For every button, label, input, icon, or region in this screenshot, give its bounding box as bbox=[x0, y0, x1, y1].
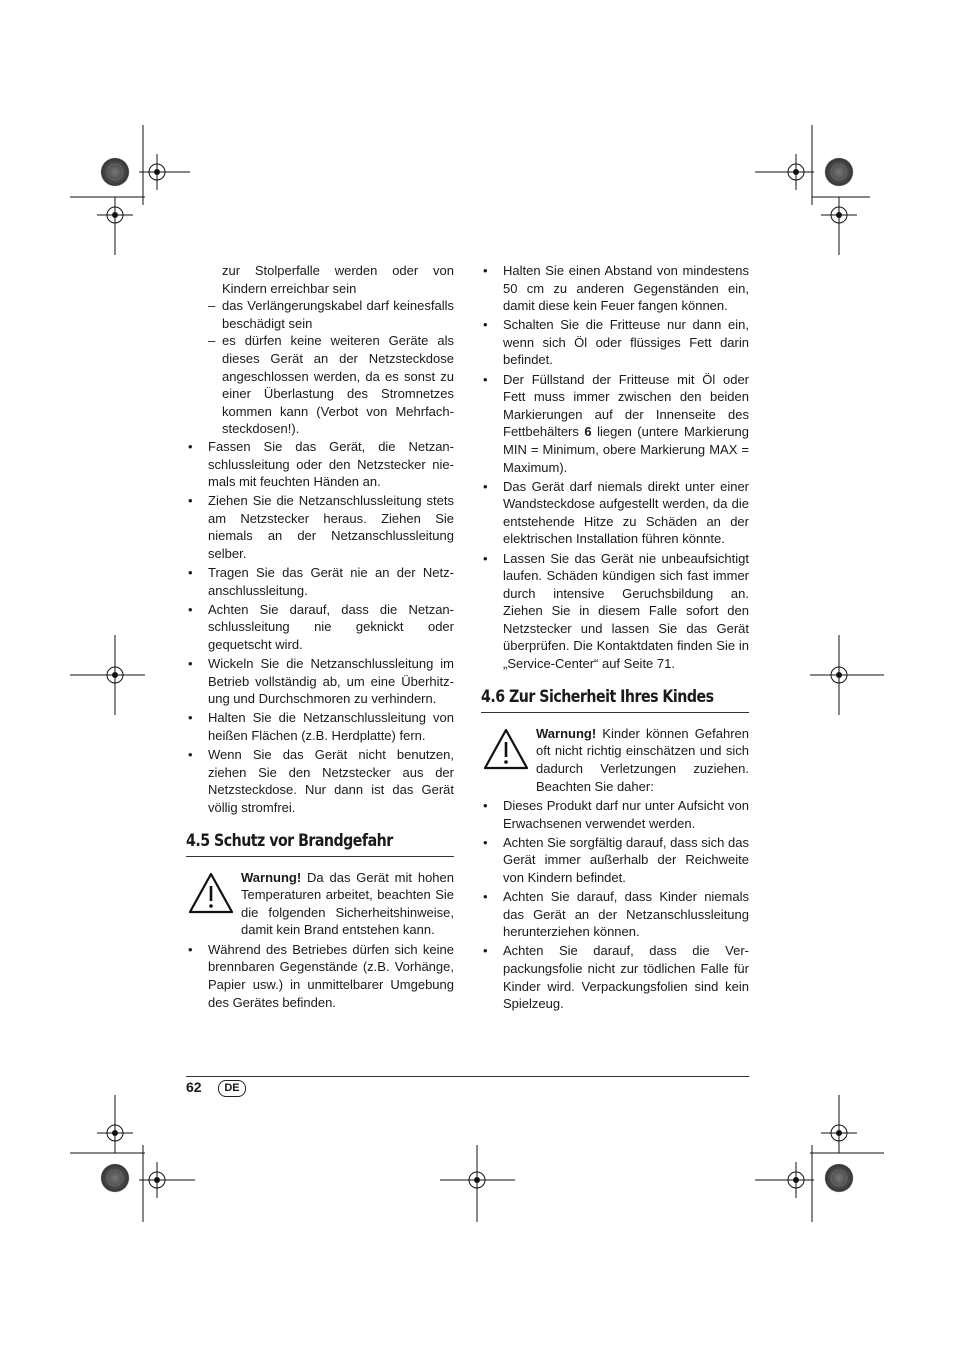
warning-label: Warnung! bbox=[241, 869, 302, 885]
page-number: 62 bbox=[186, 1079, 202, 1095]
warning-triangle-icon bbox=[483, 728, 529, 770]
list-item: • Lassen Sie das Gerät nie unbeaufsichtigt laufen. Schäden kündigen sich fast immer durch intensive Geruchsbildung an. Ziehen Sie in diesem Falle sofort den Netzstecker und lassen Sie das Gerät überprüfen. Die Kontaktdaten finden Sie in „Service-Center“ auf Seite 71. bbox=[483, 550, 749, 672]
dash-item: – es dürfen keine weiteren Geräte als dieses Gerät an der Netzsteckdose angeschlossen werden, da es sonst zu einer Überlastung des Stromnetzes kommen kann (Verbot von Mehrfachsteckdosen!). bbox=[208, 333, 454, 437]
warning-text: Da das Gerät mit hohen Temperaturen arbeitet, beachten Sie die folgenden Sicherheitshinweise, damit kein Brand entstehen kann. bbox=[241, 869, 454, 938]
crop-bottom-center bbox=[440, 1145, 515, 1222]
right-column bbox=[481, 262, 749, 1014]
list-item: • Das Gerät darf niemals direkt unter einer Wandsteckdose aufgestellt werden, da die entstehende Hitze zu Schäden an der elektrischen Installation führen könnte. bbox=[483, 478, 749, 547]
part-reference: 6 bbox=[584, 424, 592, 440]
warning-box bbox=[186, 869, 454, 939]
warning-box bbox=[481, 725, 749, 795]
section-heading-4-5: 4.5 Schutz vor Brandgefahr bbox=[186, 830, 393, 850]
warning-triangle-icon bbox=[188, 872, 234, 914]
language-badge: DE bbox=[218, 1080, 246, 1097]
heading-rule bbox=[186, 856, 454, 857]
bullet-list bbox=[481, 262, 749, 673]
bullet-list bbox=[186, 438, 454, 816]
warning-text: Kinder können Gefahren oft nicht richtig einschätzen und sich dadurch Verletzungen zuziehen. Beachten Sie daher: bbox=[536, 725, 749, 794]
crop-bottom-left bbox=[70, 1095, 195, 1222]
section-heading-4-6: 4.6 Zur Sicherheit Ihres Kindes bbox=[481, 687, 714, 707]
heading-rule bbox=[481, 712, 749, 713]
warning-label: Warnung! bbox=[536, 725, 597, 741]
list-item: • Halten Sie einen Abstand von mindestens 50 cm zu anderen Gegenständen ein, damit diese kein Feuer fangen können. bbox=[483, 263, 749, 314]
list-item: • Achten Sie darauf, dass Kinder niemals das Gerät an der Netzanschlussleitung herunterziehen können. bbox=[483, 889, 749, 940]
list-item: • Wenn Sie das Gerät nicht benutzen, ziehen Sie den Netzstecker aus der Netzsteckdose. Nur dann ist das Gerät völlig stromfrei. bbox=[188, 747, 454, 815]
crop-mid-left bbox=[70, 635, 145, 715]
list-item: • Der Füllstand der Fritteuse mit Öl oder Fett muss immer zwischen den beiden Markierungen auf der Innenseite des Fettbehälters 6 liegen (untere Markierung MIN = Minimum, obere Markierung MAX = Maximum). bbox=[483, 371, 749, 475]
footer-rule bbox=[186, 1076, 749, 1077]
list-item: • Wickeln Sie die Netzanschlussleitung im Betrieb vollständig ab, um eine Überhitzung und Durchschmoren zu verhindern. bbox=[188, 656, 454, 707]
list-item: • Achten Sie darauf, dass die Verpackungsfolie nicht zur tödlichen Falle für Kinder wird. Verpackungsfolien sind kein Spielzeug. bbox=[483, 943, 749, 1012]
left-column bbox=[186, 262, 454, 1013]
list-item: • Fassen Sie das Gerät, die Netzanschlussleitung oder den Netzstecker niemals mit feuchten Händen an. bbox=[188, 438, 454, 490]
bullet-list bbox=[481, 797, 749, 1013]
list-item: • Ziehen Sie die Netzanschlussleitung stets am Netzstecker heraus. Ziehen Sie niemals an der Netzanschlussleitung selber. bbox=[188, 493, 454, 561]
list-item: • Achten Sie darauf, dass die Netzanschlussleitung nie geknickt oder gequetscht wird. bbox=[188, 601, 454, 652]
crop-top-left bbox=[70, 125, 190, 255]
list-item: • Schalten Sie die Fritteuse nur dann ein, wenn sich Öl oder flüssiges Fett darin befindet. bbox=[483, 317, 749, 368]
dash-item: – das Verlängerungskabel darf keinesfalls beschädigt sein bbox=[208, 298, 454, 331]
list-item: • Tragen Sie das Gerät nie an der Netzanschlussleitung. bbox=[188, 565, 454, 598]
crop-bottom-right bbox=[755, 1095, 884, 1222]
list-item: • Während des Betriebes dürfen sich keine brennbaren Gegenstände (z.B. Vorhänge, Papier usw.) in unmittelbarer Umgebung des Gerätes befinden. bbox=[188, 941, 454, 1010]
list-item: • Achten Sie sorgfältig darauf, dass sich das Gerät immer außerhalb der Reichweite von Kindern befindet. bbox=[483, 834, 749, 885]
list-item: • Halten Sie die Netzanschlussleitung von heißen Flächen (z.B. Herdplatte) fern. bbox=[188, 710, 454, 743]
continued-text: zur Stolperfalle werden oder von Kindern erreichbar sein bbox=[222, 263, 454, 296]
list-item: • Dieses Produkt darf nur unter Aufsicht von Erwachsenen verwendet werden. bbox=[483, 798, 749, 831]
crop-mid-right bbox=[810, 635, 884, 715]
crop-top-right bbox=[755, 125, 870, 255]
bullet-list bbox=[186, 941, 454, 1011]
